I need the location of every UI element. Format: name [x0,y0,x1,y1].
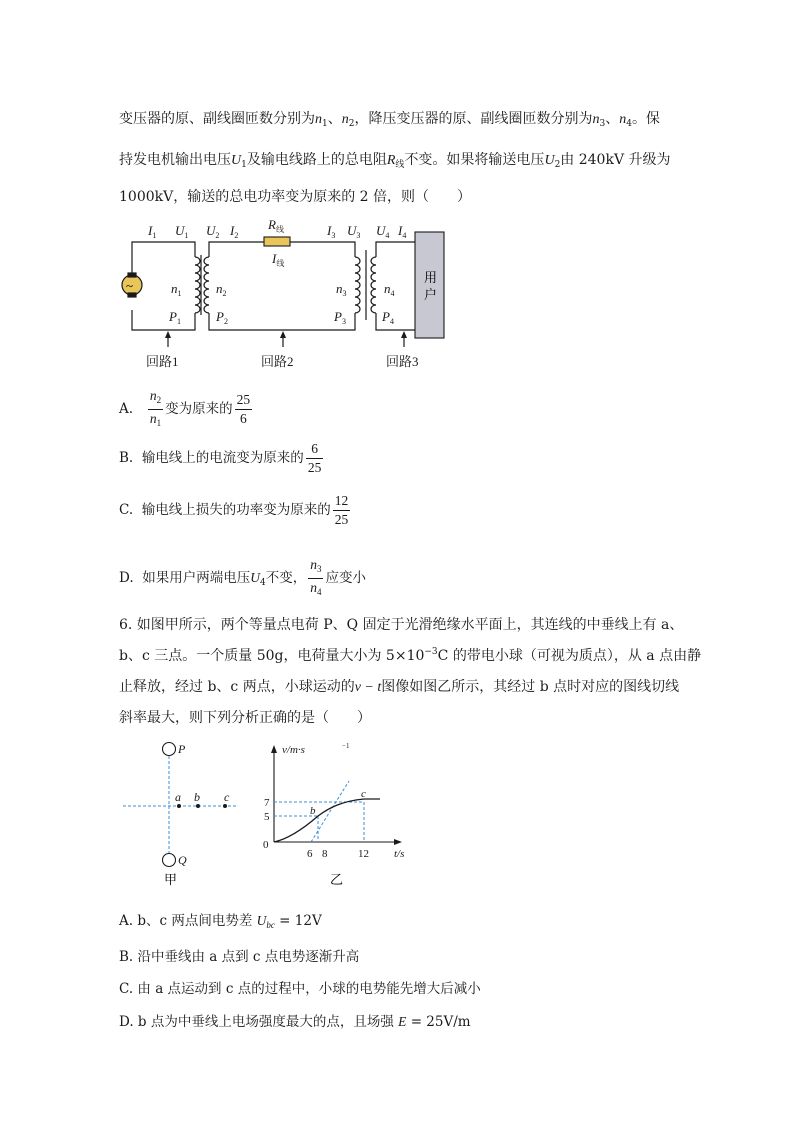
svg-text:v/m·s: v/m·s [282,744,305,756]
line-resistor [264,237,290,246]
fraction-25-6: $\frac{25}{6}$ [236,392,251,426]
svg-text:R线: $R_线$ [268,217,284,234]
svg-text:P1: $P_1$ [169,309,181,326]
q6-stem-line1: 6. 如图甲所示，两个等量点电荷 P、Q 固定于光滑绝缘水平面上，其连线的中垂线上有 a、 [119,617,684,633]
fraction-6-25: $\frac{6}{25}$ [307,441,322,475]
svg-text:n2: $n_2$ [216,281,227,298]
svg-text:t/s: t/s [394,848,405,860]
svg-text:b: b [194,790,200,804]
figure-jia-charges [118,735,268,895]
svg-text:n4: $n_4$ [384,281,395,298]
tangent-line [311,781,349,842]
svg-text:U4: $U_4$ [376,223,390,240]
svg-text:n3: $n_3$ [336,281,347,298]
fraction-n2-n1: $\frac{n_2}{n_1}$ [149,388,162,428]
generator-symbol: ~ [126,278,134,293]
svg-text:P3: $P_3$ [334,309,346,326]
svg-text:P: P [178,742,186,756]
svg-text:b: b [310,805,316,817]
svg-text:I1: $I_1$ [148,223,157,240]
svg-text:6: 6 [307,848,313,860]
q6-stem-line3: 止释放，经过 b、c 两点，小球运动的v − t图像如图乙所示，其经过 b 点时对应的图线切线 [119,679,680,695]
figure-yi-vt-graph [258,735,428,895]
loop1-label: 回路1 [146,354,179,369]
q5-stem-line3: 1000kV，输送的总电功率变为原来的 2 倍，则（ ） [119,189,472,205]
svg-text:用: 用 [424,270,438,285]
svg-text:c: c [224,790,230,804]
svg-text:I3: $I_3$ [327,223,336,240]
svg-text:5: 5 [264,811,270,823]
fraction-n3-n4: $\frac{n_3}{n_4}$ [310,557,322,597]
q6-option-a[interactable]: A. b、c 两点间电势差 $U_{bc} = 12V$ [119,913,322,930]
q6-option-c[interactable]: C. 由 a 点运动到 c 点的过程中，小球的电势能先增大后减小 [119,981,481,997]
svg-text:户: 户 [424,287,438,302]
svg-text:0: 0 [263,839,269,851]
svg-text:7: 7 [264,797,270,809]
loop3-label: 回路3 [386,354,419,369]
transmission-circuit-diagram [0,215,794,375]
fraction-12-25: $\frac{12}{25}$ [334,493,349,527]
svg-text:n1: $n_1$ [171,281,182,298]
q6-option-b[interactable]: B. 沿中垂线由 a 点到 c 点电势逐渐升高 [119,949,360,965]
loop2-label: 回路2 [261,354,294,369]
svg-text:8: 8 [322,848,328,860]
vt-curve [274,799,380,842]
user-box [415,232,444,338]
q6-stem-line4: 斜率最大，则下列分析正确的是（ ） [119,710,371,726]
q5-option-b[interactable]: B. 输电线上的电流变为原来的 $\frac{6}{25}$ [119,441,322,475]
q6-stem-line2: b、c 三点。一个质量 50g，电荷量大小为 $5\times 10^{-3}C$ 的带电小球（可视为质点），从 a 点由静 [119,647,702,664]
svg-text:a: a [175,790,181,804]
svg-text:−1: −1 [342,742,350,750]
svg-text:Q: Q [178,853,187,867]
svg-text:乙: 乙 [330,872,344,887]
svg-text:P4: $P_4$ [382,309,394,326]
q5-option-c[interactable]: C. 输电线上损失的功率变为原来的 $\frac{12}{25}$ [119,493,349,527]
svg-text:I2: $I_2$ [230,223,239,240]
svg-text:c: c [361,788,366,800]
svg-text:P2: $P_2$ [216,309,228,326]
svg-text:U3: $U_3$ [347,223,361,240]
q5-option-d[interactable]: D. 如果用户两端电压$U_4$不变， $\frac{n_3}{n_4}$ 应变小 [119,556,366,601]
svg-text:甲: 甲 [164,872,178,887]
svg-text:I4: $I_4$ [398,223,407,240]
q5-stem-line2: 持发电机输出电压$U_1$及输电线路上的总电阻$R_线$不变。如果将输送电压$U_2$由 240kV 升级为 [119,152,671,170]
q5-stem-line1: 变压器的原、副线圈匝数分别为$n_1$、$n_2$，降压变压器的原、副线圈匝数分别为$n_3$、$n_4$。保 [119,111,660,129]
svg-text:12: 12 [358,848,369,860]
q5-option-a[interactable]: A. $\frac{n_2}{n_1}$ 变为原来的 $\frac{25}{6}$ [119,387,254,432]
q6-option-d[interactable]: D. b 点为中垂线上电场强度最大的点，且场强 E = 25V/m [119,1014,471,1030]
svg-text:U1: $U_1$ [175,223,189,240]
svg-text:U2: $U_2$ [206,223,220,240]
svg-text:I线: $I_线$ [272,251,285,268]
